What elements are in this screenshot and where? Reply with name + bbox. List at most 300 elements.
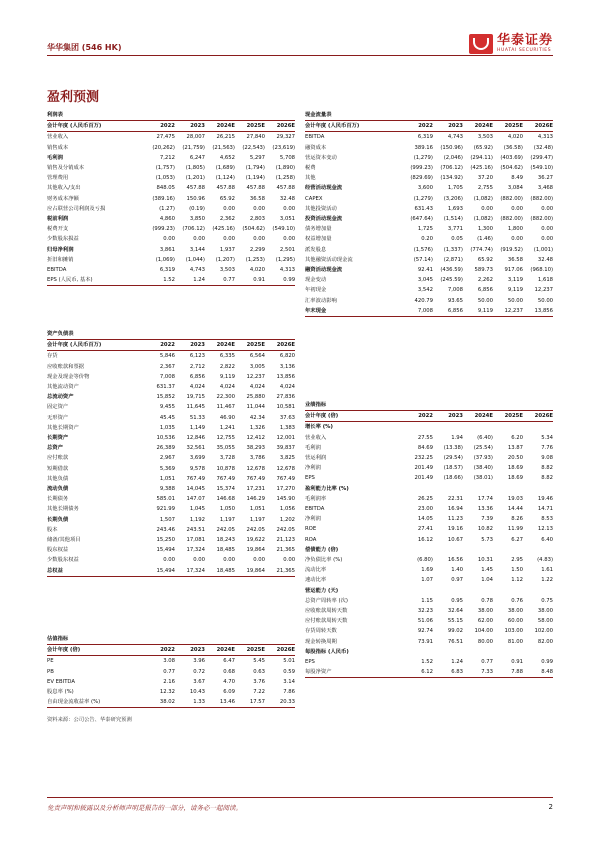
row-value: 12,237 xyxy=(534,287,554,294)
table-row xyxy=(47,566,295,577)
row-label: 派发股息 xyxy=(305,246,327,253)
table-row xyxy=(305,535,553,545)
row-value: 201.49 xyxy=(414,475,433,482)
disclaimer-text: 免责声明和披露以及分析师声明是报告的一部分，请务必一起阅读。 xyxy=(47,804,242,812)
row-value xyxy=(403,422,433,433)
row-value: 0.00 xyxy=(253,236,265,243)
row-value: 12,237 xyxy=(493,306,523,317)
row-value xyxy=(493,647,523,657)
row-value: 0.00 xyxy=(163,557,175,564)
row-value: 9,119 xyxy=(507,287,523,294)
row-value: 0.77 xyxy=(205,275,235,286)
row-value: 1.69 xyxy=(421,567,433,574)
row-value: 25,880 xyxy=(246,394,265,401)
row-label: 存货 xyxy=(47,353,58,360)
table-row xyxy=(47,697,295,708)
row-label: 应占联营公司利润及亏损 xyxy=(47,205,106,212)
row-value: 6,123 xyxy=(189,353,205,360)
row-value: (1,757) xyxy=(155,165,175,172)
row-value: 11,044 xyxy=(246,404,265,411)
row-value: 14.71 xyxy=(537,506,554,513)
row-value: (1,295) xyxy=(275,256,296,263)
row-value: 3,144 xyxy=(189,246,205,253)
table-row xyxy=(47,453,295,463)
row-value: (1,258) xyxy=(275,175,296,182)
row-value: 10.82 xyxy=(477,526,493,533)
row-value: 93.65 xyxy=(447,297,463,304)
row-value: (1,001) xyxy=(533,246,554,253)
row-value: (245.59) xyxy=(440,277,463,284)
row-value: 243.46 xyxy=(156,526,175,533)
column-header-year: 2023 xyxy=(175,121,205,132)
row-value: 4,024 xyxy=(249,384,265,391)
column-header-year: 2022 xyxy=(145,340,175,351)
row-value: 1.04 xyxy=(481,577,493,584)
table-header-row xyxy=(47,121,295,132)
row-value: 0.00 xyxy=(511,205,523,212)
row-value: 92.74 xyxy=(417,628,433,635)
column-header-year: 2025E xyxy=(235,645,265,656)
row-value: 1.07 xyxy=(421,577,433,584)
row-value: 3,468 xyxy=(537,185,554,192)
row-label: 债务增加量 xyxy=(305,226,332,233)
table-row xyxy=(305,265,553,275)
row-value: 17,270 xyxy=(276,486,296,493)
row-value: (2,871) xyxy=(443,256,463,263)
row-value: 5.01 xyxy=(283,658,296,665)
row-value: 457.88 xyxy=(216,185,235,192)
row-value: 84.69 xyxy=(417,444,433,451)
row-value: 5.45 xyxy=(253,658,265,665)
row-value: 0.68 xyxy=(223,668,235,675)
table-row xyxy=(305,285,553,295)
row-value: (774.74) xyxy=(470,246,493,253)
row-value: 27.55 xyxy=(417,434,433,441)
column-header-year: 2024E xyxy=(463,411,493,422)
row-value: 921.99 xyxy=(156,506,175,513)
row-value: 1,618 xyxy=(537,277,554,284)
table-row xyxy=(47,382,295,392)
row-value: 150.96 xyxy=(186,195,205,202)
row-value: 146.29 xyxy=(246,496,265,503)
row-value: 21,365 xyxy=(265,566,295,577)
row-label: 其他投资活动 xyxy=(305,205,337,212)
row-value: 242.05 xyxy=(276,526,296,533)
row-value: 3,861 xyxy=(159,246,175,253)
column-header-year: 2026E xyxy=(265,121,295,132)
row-value: (1,890) xyxy=(275,165,296,172)
row-value: 50.00 xyxy=(477,297,493,304)
column-header-label: 会计年度 (人民币百万) xyxy=(47,340,145,351)
row-value: 0.00 xyxy=(193,236,205,243)
row-value: 1,507 xyxy=(159,516,175,523)
performance-indicators-table xyxy=(305,400,553,678)
row-value: 38.02 xyxy=(145,697,175,708)
row-value: 1.24 xyxy=(451,659,463,666)
row-value: 28,007 xyxy=(186,134,205,141)
row-value: (1,053) xyxy=(155,175,175,182)
table-row xyxy=(305,586,553,596)
row-value: 1.33 xyxy=(175,697,205,708)
column-header-year: 2026E xyxy=(265,340,295,351)
table-row xyxy=(47,245,295,255)
row-value: (436.59) xyxy=(440,267,463,274)
row-value: (549.10) xyxy=(272,226,296,233)
row-value: 12.13 xyxy=(537,526,554,533)
row-value xyxy=(493,422,523,433)
row-value: 1,050 xyxy=(219,506,235,513)
row-value: 1,202 xyxy=(279,516,296,523)
row-value xyxy=(493,586,523,596)
table-row xyxy=(305,306,553,317)
row-value: 12,678 xyxy=(246,465,265,472)
row-label: 自由现金流收益率 (%) xyxy=(47,697,145,708)
table-title-row xyxy=(305,110,553,121)
table-row xyxy=(47,204,295,214)
row-value: 51.06 xyxy=(417,618,433,625)
row-value: 19,622 xyxy=(246,537,265,544)
row-value: 3,503 xyxy=(219,267,235,274)
row-value: (504.62) xyxy=(500,165,523,172)
huatai-logo xyxy=(469,34,553,54)
row-value: 1.52 xyxy=(421,659,433,666)
row-value: 14.05 xyxy=(417,516,433,523)
row-value: 6,820 xyxy=(279,353,296,360)
row-value: (23,619) xyxy=(272,144,296,151)
row-value: (6.80) xyxy=(417,557,433,564)
row-value: 1,035 xyxy=(159,424,175,431)
row-value: 457.88 xyxy=(276,185,296,192)
row-value: 21,123 xyxy=(276,537,296,544)
table-row xyxy=(47,433,295,443)
table-header-row xyxy=(305,411,553,422)
row-value: 36.58 xyxy=(249,195,265,202)
row-value: 16.56 xyxy=(447,557,463,564)
row-value: 17.57 xyxy=(235,697,265,708)
table-row xyxy=(305,443,553,453)
row-value: 0.95 xyxy=(451,597,463,604)
table-row xyxy=(47,275,295,286)
row-value: 3,136 xyxy=(279,363,296,370)
balance-sheet-table xyxy=(47,329,295,577)
row-label: EPS xyxy=(305,659,315,666)
row-value: 848.05 xyxy=(156,185,175,192)
row-value: 16.12 xyxy=(417,536,433,543)
row-value: 14.44 xyxy=(507,506,523,513)
row-value: 12,678 xyxy=(276,465,296,472)
row-value: 589.73 xyxy=(474,267,493,274)
row-value: (6.40) xyxy=(477,434,493,441)
row-value: 4.70 xyxy=(223,678,235,685)
row-value: 146.68 xyxy=(216,496,235,503)
row-value: 147.07 xyxy=(186,496,205,503)
row-value: 7,008 xyxy=(447,287,463,294)
row-value: 0.00 xyxy=(511,236,523,243)
row-value: 19,864 xyxy=(246,547,265,554)
row-value: (32.48) xyxy=(533,144,554,151)
row-value: 13,856 xyxy=(523,306,553,317)
table-row xyxy=(47,362,295,372)
table-row xyxy=(305,173,553,183)
table-row xyxy=(305,234,553,244)
table-row xyxy=(47,474,295,484)
row-value: 82.00 xyxy=(537,638,554,645)
row-value: 26,215 xyxy=(216,134,235,141)
row-value xyxy=(463,422,493,433)
row-value: 9,388 xyxy=(159,486,175,493)
row-value: 3,825 xyxy=(279,455,296,462)
table-row xyxy=(305,453,553,463)
row-value: 11.23 xyxy=(447,516,463,523)
row-value: (1,576) xyxy=(413,246,433,253)
table-row xyxy=(47,194,295,204)
row-value: 0.91 xyxy=(235,275,265,286)
row-value: 201.49 xyxy=(414,465,433,472)
row-label: 税费 xyxy=(305,165,316,172)
row-label: 毛利润 xyxy=(305,444,321,451)
row-value: 6,856 xyxy=(189,373,205,380)
row-value: 243.51 xyxy=(186,526,205,533)
row-label: EBITDA xyxy=(47,267,67,274)
column-header-year: 2022 xyxy=(403,121,433,132)
row-value: (706.12) xyxy=(440,165,463,172)
row-value: 17.74 xyxy=(477,495,493,502)
table-row xyxy=(305,132,553,143)
table-row xyxy=(47,677,295,687)
row-label: 折旧和摊销 xyxy=(47,256,74,263)
row-value xyxy=(523,484,553,494)
table-title-row xyxy=(305,400,553,411)
row-value: 0.78 xyxy=(481,597,493,604)
row-value: 6.20 xyxy=(511,434,523,441)
row-label: 速动比率 xyxy=(305,577,327,584)
row-value: 389.16 xyxy=(414,144,433,151)
table-title-row xyxy=(47,329,295,340)
table-row xyxy=(47,494,295,504)
row-value: 4,652 xyxy=(219,154,235,161)
cashflow-statement-table xyxy=(305,110,553,317)
row-value xyxy=(463,586,493,596)
row-value: 73.91 xyxy=(417,638,433,645)
row-value: 6.12 xyxy=(403,667,433,678)
row-value: 13.87 xyxy=(507,444,523,451)
row-label: EPS (人民币, 基本) xyxy=(47,275,145,286)
row-label: 总资产周转率 (次) xyxy=(305,597,348,604)
table-row xyxy=(47,667,295,677)
table-row xyxy=(47,163,295,173)
column-header-label: 会计年度 (人民币百万) xyxy=(305,121,403,132)
row-value: 3,542 xyxy=(417,287,433,294)
table-row xyxy=(305,224,553,234)
row-value: 32.48 xyxy=(279,195,296,202)
table-row xyxy=(47,515,295,525)
row-value: (882.00) xyxy=(500,216,523,223)
row-value: (504.62) xyxy=(242,226,265,233)
table-row xyxy=(305,204,553,214)
table-row xyxy=(305,596,553,606)
row-value: 0.05 xyxy=(451,236,463,243)
row-value: (968.10) xyxy=(530,267,554,274)
column-header-year: 2026E xyxy=(523,121,553,132)
row-value: 0.63 xyxy=(253,668,265,675)
table-row xyxy=(305,275,553,285)
row-label: 营运能力 (天) xyxy=(305,587,339,594)
row-label: PB xyxy=(47,668,54,675)
table-row xyxy=(47,255,295,265)
row-value: 1,192 xyxy=(189,516,205,523)
column-header-year: 2022 xyxy=(403,411,433,422)
row-value: 103.00 xyxy=(504,628,523,635)
row-label: 财务成本净额 xyxy=(47,195,79,202)
row-value: 6,856 xyxy=(477,287,493,294)
row-value: 6,319 xyxy=(417,134,433,141)
row-value: 0.76 xyxy=(511,597,523,604)
row-value: 0.00 xyxy=(253,205,265,212)
row-value: 65.92 xyxy=(477,256,493,263)
row-value: 3,045 xyxy=(417,277,433,284)
row-value: 10.67 xyxy=(447,536,463,543)
table-row xyxy=(47,234,295,244)
footer-divider xyxy=(47,797,553,798)
row-value: 4,020 xyxy=(507,134,523,141)
row-label: 长期资产 xyxy=(47,435,69,442)
row-value: (65.92) xyxy=(473,144,493,151)
row-label: 现金变动 xyxy=(305,277,327,284)
row-value: 17,081 xyxy=(186,537,205,544)
table-row xyxy=(305,183,553,193)
row-value: 19.46 xyxy=(537,495,554,502)
row-value: 12,237 xyxy=(246,373,265,380)
row-value: 0.00 xyxy=(481,205,493,212)
row-value: 9,119 xyxy=(463,306,493,317)
row-value: 4,743 xyxy=(189,267,205,274)
table-row xyxy=(47,214,295,224)
row-value: 15,494 xyxy=(145,566,175,577)
row-value: 50.00 xyxy=(537,297,554,304)
row-value: (22,543) xyxy=(242,144,265,151)
row-value: 2.95 xyxy=(511,557,523,564)
row-value: 7.22 xyxy=(253,689,265,696)
row-value: (1,044) xyxy=(185,256,205,263)
row-label: 股本 xyxy=(47,526,58,533)
table-title: 业绩指标 xyxy=(305,400,553,411)
row-value: 19.03 xyxy=(507,495,523,502)
row-value: 1,045 xyxy=(189,506,205,513)
table-row xyxy=(47,372,295,382)
row-value: 0.00 xyxy=(163,236,175,243)
row-value: 32,561 xyxy=(186,445,205,452)
row-value: 23.00 xyxy=(417,506,433,513)
row-value: 0.59 xyxy=(283,668,296,675)
row-value: 5.73 xyxy=(481,536,493,543)
row-value: 38,293 xyxy=(246,445,265,452)
row-value: 15,494 xyxy=(156,547,175,554)
table-row xyxy=(305,245,553,255)
row-value: 457.88 xyxy=(186,185,205,192)
row-label: 无形资产 xyxy=(47,414,69,421)
row-label: 现金转换周期 xyxy=(305,638,337,645)
page-number: 2 xyxy=(548,803,553,811)
row-value: 45.45 xyxy=(159,414,175,421)
row-value: 11.99 xyxy=(507,526,523,533)
row-value: 420.79 xyxy=(414,297,433,304)
row-value: (1,794) xyxy=(245,165,265,172)
row-value: 11,645 xyxy=(186,404,205,411)
row-value: (294.11) xyxy=(470,154,493,161)
row-value: 46.90 xyxy=(219,414,235,421)
row-value: (1.27) xyxy=(159,205,175,212)
row-value xyxy=(433,586,463,596)
row-value: (647.64) xyxy=(410,216,433,223)
row-value: 0.00 xyxy=(283,205,296,212)
row-value: (1,124) xyxy=(215,175,235,182)
row-label: 营运利润 xyxy=(305,455,327,462)
section-title: 盈利预测 xyxy=(47,90,100,105)
row-value: 13.36 xyxy=(477,506,493,513)
table-row xyxy=(305,626,553,636)
row-value: 2,967 xyxy=(159,455,175,462)
row-value xyxy=(433,484,463,494)
row-value: 767.49 xyxy=(246,475,265,482)
table-row xyxy=(305,422,553,433)
column-header-year: 2024E xyxy=(463,121,493,132)
row-value: (1,201) xyxy=(185,175,205,182)
row-value: (829.69) xyxy=(410,175,433,182)
row-label: 少数股东损益 xyxy=(47,236,79,243)
row-value: 917.06 xyxy=(504,267,523,274)
column-header-year: 2023 xyxy=(433,411,463,422)
row-label: 毛利润率 xyxy=(305,495,327,502)
row-label: PE xyxy=(47,658,54,665)
row-value: 12,755 xyxy=(216,435,235,442)
row-value: (1,082) xyxy=(473,195,493,202)
column-header-year: 2024E xyxy=(205,340,235,351)
row-value: 3,699 xyxy=(189,455,205,462)
table-row xyxy=(305,514,553,524)
row-value: 0.77 xyxy=(481,659,493,666)
row-label: 股息率 (%) xyxy=(47,689,74,696)
row-label: 汇率波动影响 xyxy=(305,297,337,304)
row-value: 7,008 xyxy=(159,373,175,380)
row-label: 年末现金 xyxy=(305,306,403,317)
row-value: (3,206) xyxy=(443,195,463,202)
row-value: 21,365 xyxy=(276,547,296,554)
table-row xyxy=(47,143,295,153)
logo-en-text: HUATAI SECURITIES xyxy=(496,48,552,53)
row-label: 股东权益 xyxy=(47,547,69,554)
row-label: 少数股东权益 xyxy=(47,557,79,564)
table-row xyxy=(305,667,553,678)
row-value: 6.40 xyxy=(541,536,554,543)
row-value: (2,046) xyxy=(443,154,463,161)
row-label: 其他 xyxy=(305,175,316,182)
row-value: 2,755 xyxy=(477,185,493,192)
row-label: 应收账款周转天数 xyxy=(305,608,348,615)
row-value: 9,455 xyxy=(159,404,175,411)
table-row xyxy=(305,565,553,575)
row-value: 1,197 xyxy=(219,516,235,523)
table-row xyxy=(47,224,295,234)
row-value: 18,243 xyxy=(216,537,235,544)
row-label: 现金及现金等价物 xyxy=(47,373,90,380)
row-value: 631.43 xyxy=(414,205,433,212)
row-value: (1,069) xyxy=(155,256,175,263)
row-value: 32.48 xyxy=(537,256,554,263)
row-value: 18,485 xyxy=(205,566,235,577)
row-value: 3,503 xyxy=(477,134,493,141)
row-value: 26.25 xyxy=(417,495,433,502)
company-name: 华华集团 (546 HK) xyxy=(47,43,122,52)
